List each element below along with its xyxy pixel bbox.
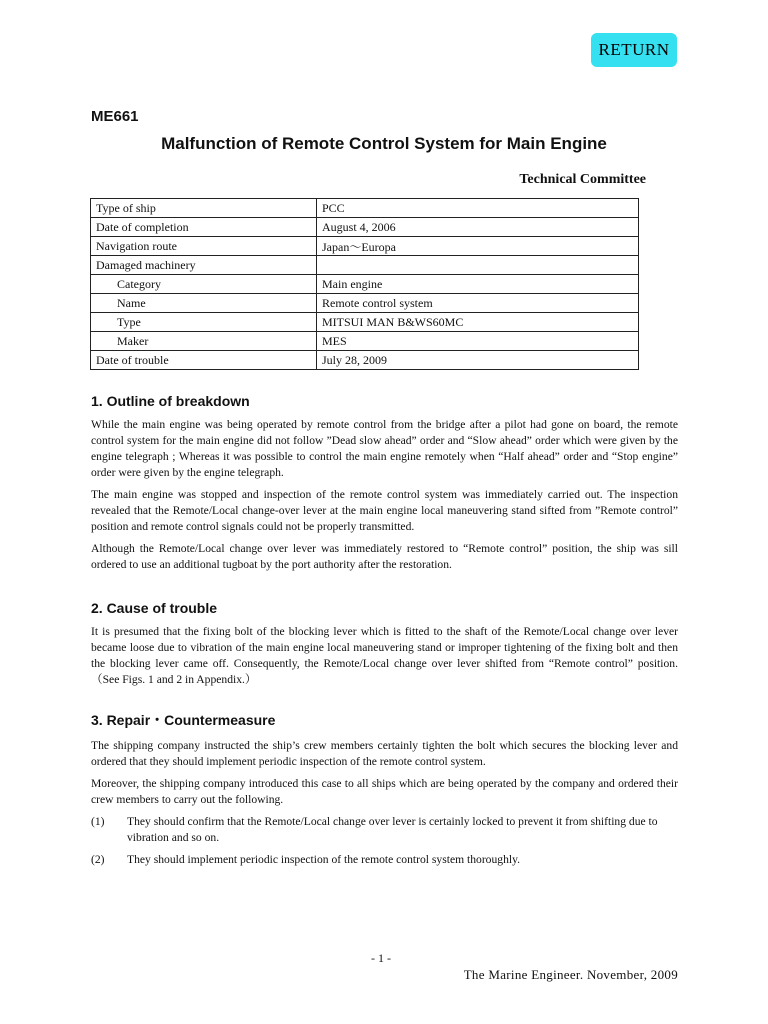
table-label-cell: Date of trouble (91, 351, 317, 370)
table-label-cell: Damaged machinery (91, 256, 317, 275)
section-outline-of-breakdown (91, 393, 678, 579)
table-label-cell: Maker (91, 332, 317, 351)
table-row (91, 294, 639, 313)
return-button[interactable]: RETURN (591, 33, 677, 67)
paragraph: The shipping company instructed the ship’s crew members certainly tighten the bolt which secures the blocking lever and ordered that they should implement periodic inspection of the remote control system. (91, 739, 678, 768)
footer-publication: The Marine Engineer. November, 2009 (463, 967, 678, 982)
table-row (91, 313, 639, 332)
table-row (91, 218, 639, 237)
page-title: Malfunction of Remote Control System for Main Engine (161, 134, 607, 153)
paragraph: Moreover, the shipping company introduced this case to all ships which are being operated by the company and ordered their crew members to carry out the following. (91, 777, 678, 806)
table-value-cell: August 4, 2006 (317, 218, 639, 237)
table-label-cell: Type of ship (91, 199, 317, 218)
table-row (91, 199, 639, 218)
paragraph: The main engine was stopped and inspection of the remote control system was immediately carried out. The inspection revealed that the Remote/Local change-over lever at the main engine local maneuvering stand sifted from ”Remote control” position and remote control signals could not be properly transmitted. (91, 488, 678, 533)
committee-label: Technical Committee (519, 172, 646, 187)
table-value-cell: Japan～Europa (317, 237, 639, 256)
table-value-cell: July 28, 2009 (317, 351, 639, 370)
table-label-cell: Navigation route (91, 237, 317, 256)
table-label-cell: Name (91, 294, 317, 313)
paragraph: While the main engine was being operated by remote control from the bridge after a pilot had gone on board, the remote control system for the main engine did not follow ”Dead slow ahead” order and “Slow ahead” order which were given by the engine telegraph ; Whereas it was possible to control the main engine remotely when “Half ahead” order and “Stop engine” order were given by the engine telegraph. (91, 418, 678, 479)
table-value-cell: Main engine (317, 275, 639, 294)
table-value-cell (317, 256, 639, 275)
document-id: ME661 (91, 108, 139, 125)
table-row (91, 275, 639, 294)
info-table (90, 198, 639, 370)
list-item-text: They should confirm that the Remote/Local change over lever is certainly locked to prevent it from shifting due to vibration and so on. (127, 815, 658, 844)
table-label-cell: Date of completion (91, 218, 317, 237)
table-row (91, 332, 639, 351)
list-item-number: (1) (91, 815, 105, 828)
table-row (91, 256, 639, 275)
section-repair-countermeasure (91, 710, 678, 874)
list-item-number: (2) (91, 853, 105, 866)
table-row (91, 237, 639, 256)
table-value-cell: PCC (317, 199, 639, 218)
section-heading: 3. Repair・Countermeasure (91, 712, 276, 728)
table-value-cell: MES (317, 332, 639, 351)
list-item-text: They should implement periodic inspection of the remote control system thoroughly. (127, 853, 521, 866)
section-cause-of-trouble (91, 600, 678, 694)
table-label-cell: Category (91, 275, 317, 294)
table-label-cell: Type (91, 313, 317, 332)
table-value-cell: MITSUI MAN B&WS60MC (317, 313, 639, 332)
table-value-cell: Remote control system (317, 294, 639, 313)
table-row (91, 351, 639, 370)
section-heading: 2. Cause of trouble (91, 600, 218, 616)
paragraph: Although the Remote/Local change over lever was immediately restored to “Remote control” position, the ship was sill ordered to use an additional tugboat by the port authority after the restoration. (91, 542, 678, 571)
paragraph: It is presumed that the fixing bolt of the blocking lever which is fitted to the shaft of the Remote/Local change over lever became loose due to vibration of the main engine local maneuvering stand or improper tightening of the fixing bolt and then the blocking lever came off. Consequently, the Remote/Local change over lever shifted from “Remote control” position. （See Figs. 1 and 2 in Appendix.） (91, 625, 678, 686)
page-number: - 1 - (371, 951, 391, 965)
section-heading: 1. Outline of breakdown (91, 393, 250, 409)
list-item (91, 814, 678, 846)
list-item (91, 852, 678, 868)
